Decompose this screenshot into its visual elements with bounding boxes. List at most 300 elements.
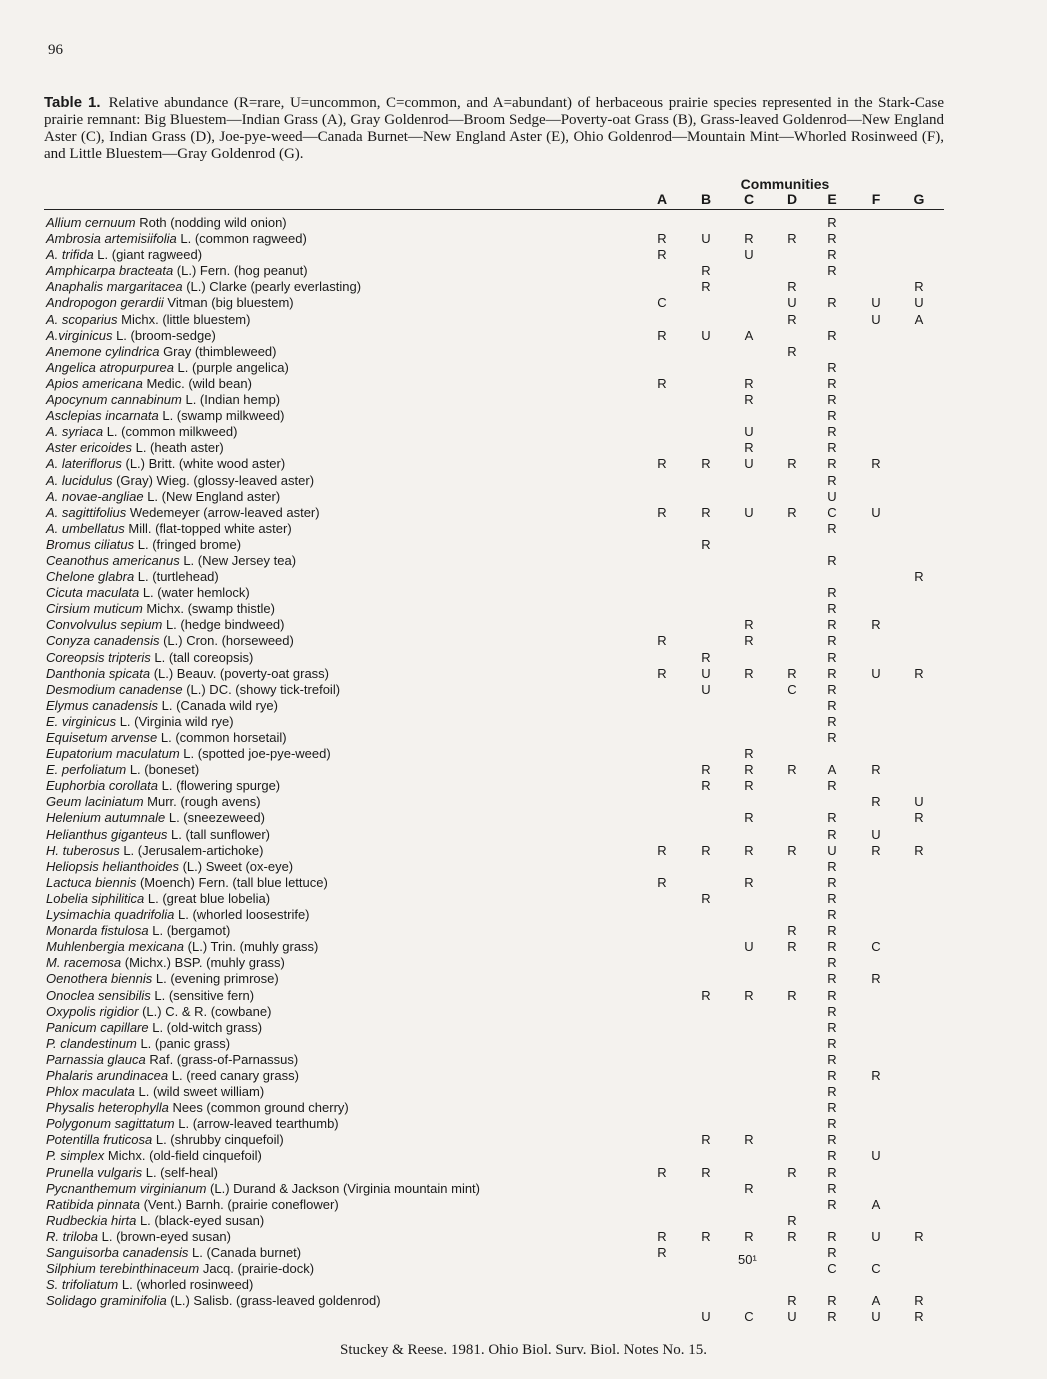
abundance-cell: U <box>914 295 924 311</box>
species-table <box>0 215 1047 1325</box>
species-binomial: Silphium terebinthinaceum <box>46 1261 200 1277</box>
species-name <box>46 569 219 585</box>
abundance-cell: R <box>914 569 924 585</box>
table-row <box>0 424 1047 440</box>
abundance-cell: R <box>787 504 797 520</box>
species-authority: L. (great blue lobelia) <box>144 890 271 906</box>
table-row <box>0 376 1047 392</box>
species-name <box>46 1020 262 1036</box>
species-name <box>46 1068 299 1084</box>
abundance-cell: C <box>787 681 797 697</box>
abundance-cell: U <box>744 939 754 955</box>
species-name <box>46 617 285 633</box>
species-binomial: Oxypolis rigidior <box>46 1003 139 1019</box>
abundance-cell: C <box>827 504 837 520</box>
abundance-cell: R <box>744 810 754 826</box>
table-row <box>0 1181 1047 1197</box>
abundance-cell: R <box>827 408 837 424</box>
species-name <box>46 633 294 649</box>
species-authority: L. (turtlehead) <box>134 569 219 585</box>
abundance-cell: R <box>744 987 754 1003</box>
species-binomial: A. lucidulus <box>46 472 113 488</box>
abundance-cell: R <box>787 762 797 778</box>
species-authority: (L.) Cron. (horseweed) <box>159 633 294 649</box>
species-binomial: M. racemosa <box>46 955 122 971</box>
species-name <box>46 521 292 537</box>
species-authority: L. (tall coreopsis) <box>150 649 254 665</box>
species-name <box>46 1004 271 1020</box>
species-authority: (Gray) Wieg. (glossy-leaved aster) <box>112 472 315 488</box>
abundance-cell: R <box>657 842 667 858</box>
abundance-cell: R <box>657 874 667 890</box>
abundance-cell: R <box>701 762 711 778</box>
species-binomial: Conyza canadensis <box>46 633 160 649</box>
species-authority: Jacq. (prairie-dock) <box>199 1261 315 1277</box>
species-authority: Michx. (swamp thistle) <box>142 601 275 617</box>
species-name <box>46 810 265 826</box>
species-binomial: Solidago graminifolia <box>46 1293 167 1309</box>
species-name <box>46 988 254 1004</box>
table-row <box>0 666 1047 682</box>
species-name <box>46 263 308 279</box>
table-row <box>0 247 1047 263</box>
species-name <box>46 505 320 521</box>
abundance-cell: R <box>827 730 837 745</box>
species-binomial: E. virginicus <box>46 713 117 729</box>
species-authority: L. (common horsetail) <box>157 730 287 745</box>
abundance-cell: R <box>827 456 837 472</box>
abundance-cell: R <box>827 939 837 955</box>
species-binomial: Heliopsis helianthoides <box>46 858 179 874</box>
table-row <box>0 1148 1047 1164</box>
abundance-cell: R <box>827 697 837 713</box>
abundance-cell: C <box>871 1261 881 1277</box>
abundance-cell: U <box>871 1148 881 1164</box>
table-row <box>0 456 1047 472</box>
species-name <box>46 666 329 682</box>
species-binomial: Ceanothus americanus <box>46 552 180 568</box>
abundance-cell: R <box>787 231 797 247</box>
abundance-cell: A <box>871 1196 881 1212</box>
species-binomial: Elymus canadensis <box>46 697 158 713</box>
species-authority: (Moench) Fern. (tall blue lettuce) <box>136 874 328 890</box>
table-row <box>0 537 1047 553</box>
species-authority: L. (Virginia wild rye) <box>116 713 234 729</box>
table-row <box>0 295 1047 311</box>
species-binomial: Apios americana <box>46 375 143 391</box>
abundance-cell: U <box>744 456 754 472</box>
species-binomial: Muhlenbergia mexicana <box>46 939 185 955</box>
table-row <box>0 762 1047 778</box>
species-binomial: H. tuberosus <box>46 842 120 858</box>
table-row <box>0 1165 1047 1181</box>
species-binomial: Prunella vulgaris <box>46 1164 143 1180</box>
abundance-cell: U <box>871 311 881 327</box>
abundance-cell: R <box>827 1228 837 1244</box>
species-name <box>46 295 294 311</box>
table-row <box>0 231 1047 247</box>
species-authority: L. (hedge bindweed) <box>162 617 285 633</box>
species-binomial: Angelica atropurpurea <box>46 359 174 375</box>
species-name <box>46 923 230 939</box>
species-authority: L. (black-eyed susan) <box>136 1212 265 1228</box>
species-binomial: Onoclea sensibilis <box>46 987 151 1003</box>
species-authority: Roth (nodding wild onion) <box>135 215 287 230</box>
species-name <box>46 827 270 843</box>
species-name <box>46 746 331 762</box>
abundance-cell: A <box>914 311 924 327</box>
table-row <box>0 1036 1047 1052</box>
table-row <box>0 794 1047 810</box>
abundance-cell: R <box>827 263 837 279</box>
table-row <box>0 1100 1047 1116</box>
abundance-cell: U <box>744 424 754 440</box>
species-name <box>46 585 250 601</box>
table-row <box>0 360 1047 376</box>
species-binomial: Physalis heterophylla <box>46 1100 169 1116</box>
species-authority: L. (brown-eyed susan) <box>98 1228 231 1244</box>
species-authority: L. (Canada wild rye) <box>158 697 278 713</box>
species-binomial: Polygonum sagittatum <box>46 1116 175 1132</box>
abundance-cell: R <box>657 665 667 681</box>
table-row <box>0 971 1047 987</box>
table-row <box>0 1020 1047 1036</box>
table-row <box>0 473 1047 489</box>
abundance-cell: R <box>701 649 711 665</box>
abundance-cell: R <box>657 1245 667 1260</box>
abundance-cell: R <box>827 987 837 1003</box>
abundance-cell: R <box>827 955 837 971</box>
abundance-cell: R <box>827 601 837 617</box>
abundance-cell: R <box>701 987 711 1003</box>
abundance-cell: R <box>827 1116 837 1132</box>
species-binomial: Cicuta maculata <box>46 585 140 601</box>
species-binomial: Ratibida pinnata <box>46 1196 140 1212</box>
abundance-cell: U <box>827 842 837 858</box>
species-name <box>46 1293 381 1309</box>
species-name <box>46 376 252 392</box>
table-row <box>0 440 1047 456</box>
species-name <box>46 1181 480 1197</box>
abundance-cell: R <box>701 1164 711 1180</box>
column-headers <box>0 191 1047 209</box>
abundance-cell: R <box>827 810 837 826</box>
table-row <box>0 1245 1047 1261</box>
abundance-cell: R <box>827 247 837 263</box>
species-authority: L. (self-heal) <box>142 1164 218 1180</box>
species-binomial: Equisetum arvense <box>46 730 158 745</box>
abundance-cell: R <box>827 1148 837 1164</box>
species-authority: L. (giant ragweed) <box>93 247 203 263</box>
species-authority: L. (reed canary grass) <box>168 1067 299 1083</box>
abundance-cell: R <box>827 1132 837 1148</box>
abundance-cell: R <box>914 1309 924 1325</box>
column-header-e: E <box>827 191 837 207</box>
species-binomial: Lobelia siphilitica <box>46 890 145 906</box>
abundance-cell: R <box>657 633 667 649</box>
species-authority: Raf. (grass-of-Parnassus) <box>145 1051 299 1067</box>
abundance-cell: R <box>827 1067 837 1083</box>
footnote-mark: 50¹ <box>738 1252 757 1267</box>
species-name <box>46 843 263 859</box>
species-name <box>46 473 314 489</box>
abundance-cell: U <box>871 1228 881 1244</box>
abundance-cell: R <box>871 1067 881 1083</box>
abundance-cell: R <box>744 874 754 890</box>
species-authority: (L.) C. & R. (cowbane) <box>138 1003 272 1019</box>
species-name <box>46 971 279 987</box>
species-name <box>46 875 328 891</box>
table-row <box>0 891 1047 907</box>
species-binomial: Convolvulus sepium <box>46 617 163 633</box>
species-authority: L. (water hemlock) <box>139 585 250 601</box>
species-binomial: Oenothera biennis <box>46 971 153 987</box>
species-name <box>46 440 224 456</box>
abundance-cell: R <box>914 1293 924 1309</box>
abundance-cell: R <box>871 842 881 858</box>
table-row <box>0 1004 1047 1020</box>
abundance-cell: U <box>871 1309 881 1325</box>
species-name <box>46 1084 264 1100</box>
species-name <box>46 231 307 247</box>
species-authority: (L.) Clarke (pearly everlasting) <box>182 279 362 295</box>
species-binomial: Andropogon gerardii <box>46 295 164 311</box>
species-authority: Murr. (rough avens) <box>143 794 261 810</box>
abundance-cell: U <box>787 295 797 311</box>
abundance-cell: R <box>827 1084 837 1100</box>
species-binomial: Potentilla fruticosa <box>46 1132 153 1148</box>
abundance-cell: R <box>827 1196 837 1212</box>
species-name <box>46 1165 218 1181</box>
species-name <box>46 730 287 746</box>
species-authority: L. (old-witch grass) <box>148 1019 263 1035</box>
species-name <box>46 489 280 505</box>
species-authority: L. (New Jersey tea) <box>179 552 297 568</box>
abundance-cell: R <box>827 1100 837 1116</box>
species-binomial: Euphorbia corollata <box>46 778 159 794</box>
abundance-cell: R <box>827 424 837 440</box>
species-authority: L. (Canada burnet) <box>188 1245 302 1260</box>
abundance-cell: R <box>787 665 797 681</box>
abundance-cell: R <box>744 665 754 681</box>
abundance-cell: R <box>787 923 797 939</box>
abundance-cell: R <box>744 1180 754 1196</box>
abundance-cell: R <box>827 215 837 230</box>
abundance-cell: R <box>871 762 881 778</box>
species-name <box>46 650 253 666</box>
species-authority: Michx. (old-field cinquefoil) <box>104 1148 262 1164</box>
table-row <box>0 279 1047 295</box>
abundance-cell: C <box>871 939 881 955</box>
table-row <box>0 263 1047 279</box>
species-authority: (Michx.) BSP. (muhly grass) <box>121 955 285 971</box>
species-authority: Medic. (wild bean) <box>142 375 252 391</box>
table-row <box>0 1132 1047 1148</box>
species-authority: Vitman (big bluestem) <box>163 295 294 311</box>
abundance-cell: R <box>827 890 837 906</box>
species-authority: L. (whorled rosinweed) <box>118 1277 254 1293</box>
abundance-cell: R <box>657 456 667 472</box>
species-name <box>46 762 199 778</box>
table-row <box>0 312 1047 328</box>
abundance-cell: R <box>787 987 797 1003</box>
abundance-cell: R <box>827 1051 837 1067</box>
species-authority: Gray (thimbleweed) <box>159 343 277 359</box>
abundance-cell: R <box>827 858 837 874</box>
species-name <box>46 698 278 714</box>
species-binomial: A. sagittifolius <box>46 504 127 520</box>
abundance-cell: R <box>827 440 837 456</box>
species-binomial: P. simplex <box>46 1148 105 1164</box>
species-binomial: Geum laciniatum <box>46 794 144 810</box>
species-authority: (L.) DC. (showy tick-trefoil) <box>182 681 341 697</box>
species-name <box>46 1100 349 1116</box>
abundance-cell: U <box>871 295 881 311</box>
species-authority: L. (fringed brome) <box>134 536 242 552</box>
column-header-d: D <box>786 191 798 207</box>
species-binomial: P. clandestinum <box>46 1035 137 1051</box>
abundance-cell: R <box>827 231 837 247</box>
species-authority: (L.) Durand & Jackson (Virginia mountain mint) <box>206 1180 481 1196</box>
table-row <box>0 859 1047 875</box>
table-row <box>0 489 1047 505</box>
abundance-cell: R <box>827 1019 837 1035</box>
species-binomial: Anemone cylindrica <box>46 343 160 359</box>
abundance-cell: R <box>701 890 711 906</box>
abundance-cell: R <box>827 874 837 890</box>
species-binomial: Lysimachia quadrifolia <box>46 907 175 923</box>
column-header-c: C <box>743 191 755 207</box>
table-row <box>0 1229 1047 1245</box>
abundance-cell: R <box>701 456 711 472</box>
species-authority: (Vent.) Barnh. (prairie coneflower) <box>139 1196 339 1212</box>
abundance-cell: R <box>701 778 711 794</box>
abundance-cell: R <box>827 1003 837 1019</box>
abundance-cell: R <box>701 842 711 858</box>
abundance-cell: R <box>787 311 797 327</box>
abundance-cell: R <box>744 1132 754 1148</box>
table-row <box>0 633 1047 649</box>
table-row <box>0 1277 1047 1293</box>
species-name <box>46 1116 339 1132</box>
table-row <box>0 1309 1047 1325</box>
caption-text: Relative abundance (R=rare, U=uncommon, C=common, and A=abundant) of herbaceous prairie species represented in the Stark-Case prairie remnant: Big Bluestem—Indian Grass (A), Gray Goldenrod—Broom Sedge—Poverty-oat Grass (B), Grass-leaved Goldenrod—New England Aster (C), Indian Grass (D), Joe-pye-weed—Canada Burnet—New England Aster (E), Ohio Goldenrod—Mountain Mint—Whorled Rosinweed (F), and Little Bluestem—Gray Goldenrod (G). <box>44 95 944 162</box>
species-name <box>46 247 202 263</box>
abundance-cell: R <box>744 440 754 456</box>
abundance-cell: R <box>787 456 797 472</box>
species-name <box>46 456 285 472</box>
species-name <box>46 1213 264 1229</box>
species-name <box>46 553 296 569</box>
abundance-cell: R <box>827 617 837 633</box>
abundance-cell: R <box>787 842 797 858</box>
page-number: 96 <box>48 42 63 58</box>
abundance-cell: R <box>827 1309 837 1325</box>
abundance-cell: R <box>701 263 711 279</box>
species-binomial: Helenium autumnale <box>46 810 166 826</box>
species-name <box>46 1036 230 1052</box>
species-binomial: A. scoparius <box>46 311 118 327</box>
table-row <box>0 1261 1047 1277</box>
abundance-cell: R <box>914 810 924 826</box>
abundance-cell: R <box>657 1164 667 1180</box>
abundance-cell: U <box>787 1309 797 1325</box>
species-authority: L. (sneezeweed) <box>165 810 265 826</box>
abundance-cell: R <box>701 536 711 552</box>
table-row <box>0 617 1047 633</box>
abundance-cell: U <box>701 1309 711 1325</box>
table-row <box>0 215 1047 231</box>
species-binomial: Phlox maculata <box>46 1084 135 1100</box>
species-name <box>46 1132 284 1148</box>
table-row <box>0 1197 1047 1213</box>
abundance-cell: R <box>827 520 837 536</box>
abundance-cell: R <box>827 327 837 343</box>
table-row <box>0 1052 1047 1068</box>
table-row <box>0 682 1047 698</box>
table-row <box>0 730 1047 746</box>
abundance-cell: R <box>827 681 837 697</box>
abundance-cell: R <box>744 842 754 858</box>
abundance-cell: R <box>827 971 837 987</box>
abundance-cell: R <box>871 971 881 987</box>
table-row <box>0 553 1047 569</box>
species-name <box>46 424 237 440</box>
abundance-cell: A <box>744 327 754 343</box>
species-name <box>46 1229 231 1245</box>
species-name <box>46 1197 339 1213</box>
abundance-cell: R <box>657 247 667 263</box>
abundance-cell: U <box>744 504 754 520</box>
species-binomial: Coreopsis tripteris <box>46 649 151 665</box>
species-binomial: Bromus ciliatus <box>46 536 135 552</box>
species-name <box>46 682 340 698</box>
abundance-cell: R <box>701 1132 711 1148</box>
species-binomial: Ambrosia artemisiifolia <box>46 231 177 247</box>
species-name <box>46 312 250 328</box>
abundance-cell: R <box>744 1228 754 1244</box>
abundance-cell: R <box>827 649 837 665</box>
species-authority: L. (flowering spurge) <box>158 778 281 794</box>
species-name <box>46 714 234 730</box>
table-row <box>0 601 1047 617</box>
species-name <box>46 891 270 907</box>
abundance-cell: R <box>827 1293 837 1309</box>
species-binomial: Allium cernuum <box>46 215 136 230</box>
abundance-cell: C <box>657 295 667 311</box>
abundance-cell: R <box>787 1228 797 1244</box>
species-authority: L. (heath aster) <box>131 440 224 456</box>
abundance-cell: R <box>914 1228 924 1244</box>
abundance-cell: R <box>914 842 924 858</box>
abundance-cell: R <box>827 1164 837 1180</box>
table-row <box>0 923 1047 939</box>
species-name <box>46 215 287 231</box>
table-row <box>0 585 1047 601</box>
species-binomial: A. syriaca <box>46 424 104 440</box>
abundance-cell: R <box>787 1164 797 1180</box>
table-row <box>0 1068 1047 1084</box>
column-header-f: F <box>871 191 881 207</box>
species-authority: (L.) Trin. (muhly grass) <box>184 939 319 955</box>
species-authority: L. (evening primrose) <box>152 971 279 987</box>
abundance-cell: R <box>827 359 837 375</box>
abundance-cell: R <box>701 1228 711 1244</box>
species-binomial: Eupatorium maculatum <box>46 746 180 762</box>
abundance-cell: R <box>787 939 797 955</box>
table-row <box>0 955 1047 971</box>
abundance-cell: R <box>914 279 924 295</box>
